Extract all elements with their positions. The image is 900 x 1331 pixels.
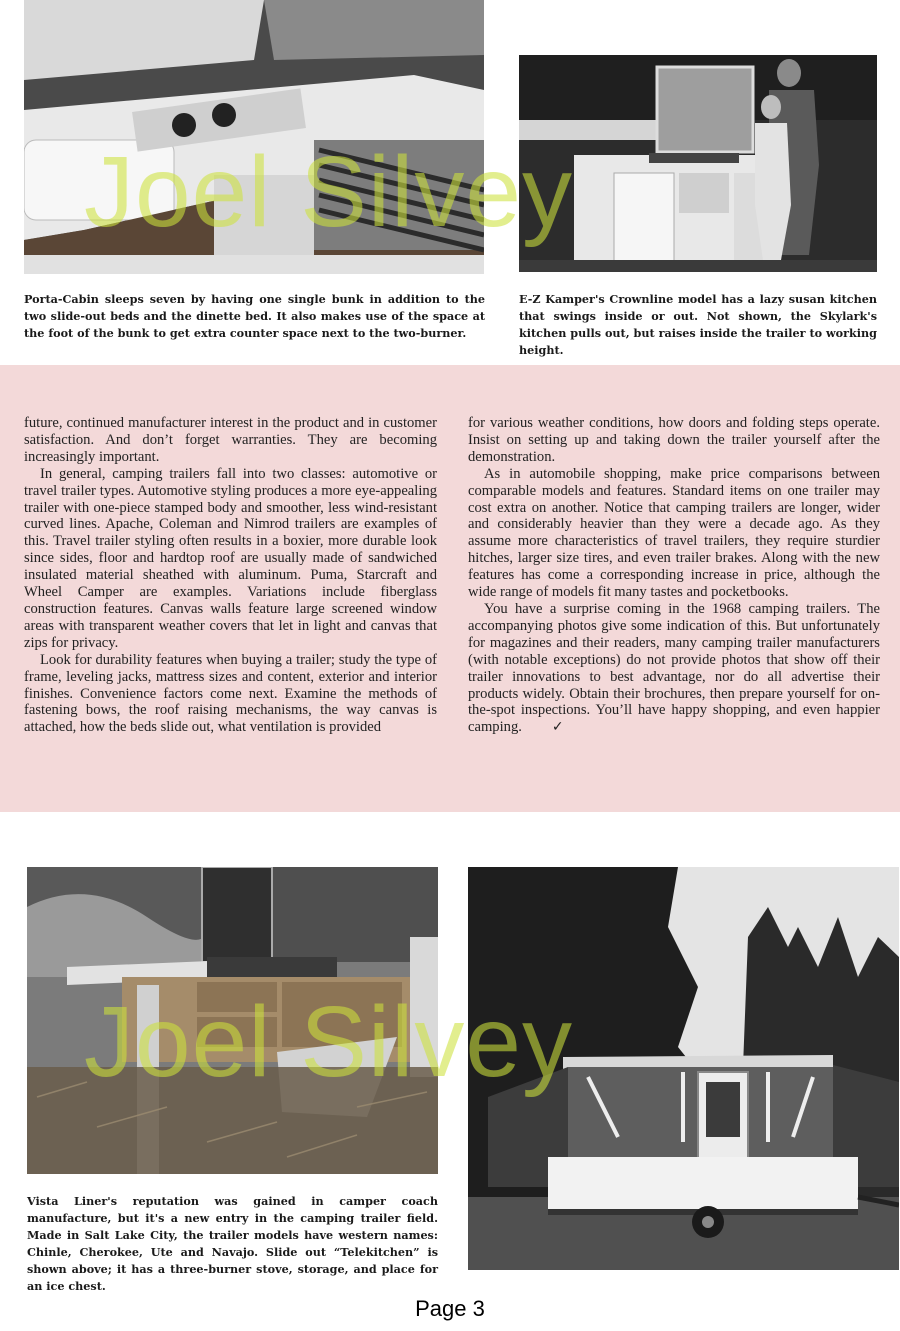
paragraph: Look for durability features when buying a trailer; study the type of frame, leveling jacks, mattress sizes and content, exterior and interior finishes. Convenience factors come next. Examine the methods of fastening bows, the roof raising mechanisms, the way canvas is attached, how the beds slide out, what ventilation is provided	[24, 651, 437, 736]
ez-kamper-photo	[519, 55, 877, 272]
paragraph: future, continued manufacturer interest in the product and in customer satisfaction. And don’t forget warranties. They are becoming increasingly important.	[24, 415, 437, 465]
vista-liner-trailer-photo	[468, 867, 899, 1270]
paragraph: for various weather conditions, how doors and folding steps operate. Insist on setting up and taking down the trailer yourself after the demonstration.	[468, 415, 880, 465]
paragraph: As in automobile shopping, make price comparisons between comparable models and features. Standard items on one trailer may cost extra on another. Notice that camping trailers are longer, wider and considerably heavier than they were a decade ago. As they assume more characteristics of travel trailers, they require sturdier hitches, larger size tires, and even trailer brakes. Along with the new features has come a corresponding increase in price, although the wide range of models fit many tastes and pocketbooks.	[468, 465, 880, 601]
porta-cabin-caption: Porta-Cabin sleeps seven by having one single bunk in addition to the two slide-out beds and the dinette bed. It also makes use of the space at the foot of the bunk to get extra counter space next to the two-burner.	[24, 292, 485, 340]
paragraph: In general, camping trailers fall into two classes: automotive or travel trailer types. Automotive styling produces a more eye-appealing trailer with one-piece stamped body and smoother, less wind-resistant curved lines. Apache, Coleman and Nimrod trailers are examples of this. Travel trailer styling often results in a boxier, more durable look since sides, floor and hardtop roof are usually made of sandwiched insulated material sheathed with aluminum. Puma, Starcraft and Wheel Camper are examples. Variations include fiberglass construction features. Canvas walls feature large screened window areas with transparent weather covers that let in light and canvas that zips for privacy.	[24, 465, 437, 651]
watermark-top: Joel Silvey	[84, 136, 573, 248]
watermark-bottom: Joel Silvey	[84, 986, 573, 1098]
porta-cabin-photo	[24, 0, 484, 274]
vista-liner-kitchen-photo	[27, 867, 438, 1174]
paragraph	[468, 601, 880, 736]
article-right-column	[468, 415, 880, 736]
vista-liner-caption: Vista Liner's reputation was gained in camper coach manufacture, but it's a new entry in the camping trailer field. Made in Salt Lake City, the trailer models have western names: Chinle, Cherokee, Ute and Navajo. Slide out “Telekitchen” is shown above; it has a three-burner stove, storage, and place for an ice chest.	[27, 1194, 438, 1293]
end-mark-icon: ✓	[551, 719, 564, 736]
page-number: Page 3	[415, 1296, 485, 1321]
ez-kamper-caption: E-Z Kamper's Crownline model has a lazy susan kitchen that swings inside or out. Not shown, the Skylark's kitchen pulls out, but raises inside the trailer to working height.	[519, 292, 877, 357]
paragraph-text: You have a surprise coming in the 1968 camping trailers. The accompanying photos give some indication of this. But unfortunately for magazines and their readers, many camping trailer manufacturers (with notable exceptions) do not provide photos that show off their trailer innovations to best advantage, nor do all advertise their products widely. Obtain their brochures, then prepare yourself for on-the-spot inspections. You’ll have happy shopping, and even happier camping.	[468, 600, 880, 736]
article-left-column	[24, 415, 437, 736]
